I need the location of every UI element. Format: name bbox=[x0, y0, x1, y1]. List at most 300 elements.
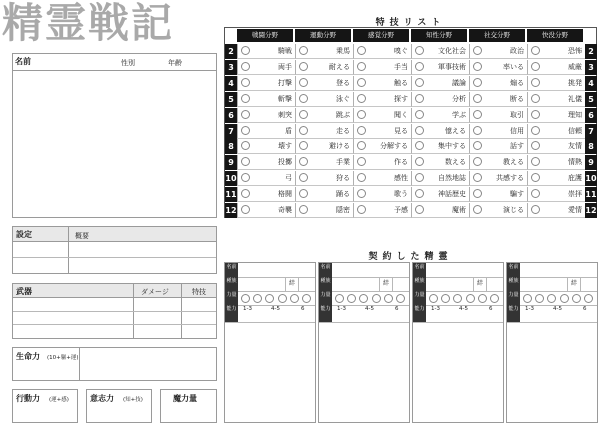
skill-name: 魔術 bbox=[452, 206, 466, 214]
spirit-name-row[interactable] bbox=[225, 263, 315, 278]
power-checkbox-icon[interactable] bbox=[560, 294, 569, 303]
skill-checkbox-icon[interactable] bbox=[531, 205, 540, 214]
skill-name: 作る bbox=[394, 158, 408, 167]
skill-checkbox-icon[interactable] bbox=[241, 110, 250, 119]
skill-cell[interactable] bbox=[527, 124, 585, 139]
skill-cell[interactable] bbox=[411, 44, 469, 59]
spirit-name-row[interactable] bbox=[507, 263, 597, 278]
skill-cell[interactable] bbox=[353, 124, 411, 139]
skill-cell[interactable] bbox=[353, 44, 411, 59]
skill-name: 演じる bbox=[503, 206, 524, 214]
spirit-ability-row[interactable] bbox=[507, 305, 597, 323]
skill-cell[interactable] bbox=[469, 155, 527, 170]
skill-cell[interactable] bbox=[527, 44, 585, 59]
skill-cell[interactable] bbox=[237, 60, 295, 75]
skill-cell[interactable] bbox=[469, 139, 527, 154]
skill-checkbox-icon[interactable] bbox=[241, 141, 250, 150]
scale-label: 1-3 bbox=[243, 306, 252, 312]
spirit-field-label: 種族 bbox=[507, 277, 520, 291]
skill-checkbox-icon[interactable] bbox=[473, 141, 482, 150]
row-number-right: 7 bbox=[585, 124, 597, 139]
skill-category-header bbox=[411, 28, 469, 43]
skill-name: 踊る bbox=[336, 190, 350, 199]
power-checkbox-icon[interactable] bbox=[241, 294, 250, 303]
skill-cell[interactable] bbox=[527, 60, 585, 75]
skill-checkbox-icon[interactable] bbox=[299, 110, 308, 119]
spirit-ability-row[interactable] bbox=[319, 305, 409, 323]
spirit-field-label: 力量 bbox=[413, 291, 426, 305]
spirit-notes-area[interactable] bbox=[413, 322, 503, 422]
skill-cell[interactable] bbox=[295, 92, 353, 107]
skill-name: 乗馬 bbox=[336, 47, 350, 55]
skill-cell[interactable] bbox=[353, 60, 411, 75]
skill-name: 取引 bbox=[510, 110, 524, 119]
spirit-race-row[interactable] bbox=[413, 277, 503, 292]
skill-name: 走る bbox=[336, 126, 350, 135]
skill-checkbox-icon[interactable] bbox=[357, 189, 366, 198]
spirit-race-row[interactable] bbox=[507, 277, 597, 292]
skill-name: 崇拝 bbox=[568, 190, 582, 199]
skill-checkbox-icon[interactable] bbox=[241, 173, 250, 182]
spirit-field-label: 名前 bbox=[225, 263, 238, 277]
mana-box[interactable] bbox=[160, 389, 217, 423]
row-number-right: 8 bbox=[585, 139, 597, 154]
skill-checkbox-icon[interactable] bbox=[299, 189, 308, 198]
skill-row bbox=[225, 60, 598, 75]
skill-cell[interactable] bbox=[469, 124, 527, 139]
settings-label: 設定 bbox=[16, 230, 32, 239]
skill-checkbox-icon[interactable] bbox=[241, 205, 250, 214]
skill-name: 分解する bbox=[380, 142, 408, 151]
row-number-left: 9 bbox=[225, 155, 237, 170]
spirit-field-label: 種族 bbox=[413, 277, 426, 291]
skill-cell[interactable] bbox=[295, 187, 353, 202]
power-checkbox-icon[interactable] bbox=[490, 294, 499, 303]
skill-name: 聞く bbox=[394, 110, 408, 119]
skill-checkbox-icon[interactable] bbox=[531, 141, 540, 150]
spirit-card bbox=[318, 262, 410, 423]
skill-checkbox-icon[interactable] bbox=[531, 189, 540, 198]
skill-checkbox-icon[interactable] bbox=[241, 126, 250, 135]
spirit-name-row[interactable] bbox=[319, 263, 409, 278]
skill-checkbox-icon[interactable] bbox=[415, 46, 424, 55]
skill-name: 情熱 bbox=[568, 158, 582, 167]
scale-label: 6 bbox=[489, 306, 493, 312]
skill-checkbox-icon[interactable] bbox=[531, 173, 540, 182]
skill-name: 議論 bbox=[452, 78, 466, 87]
spirit-power-row[interactable] bbox=[319, 291, 409, 306]
skill-checkbox-icon[interactable] bbox=[299, 78, 308, 87]
skill-name: 見る bbox=[394, 126, 408, 135]
skill-cell[interactable] bbox=[469, 44, 527, 59]
skill-cell[interactable] bbox=[353, 108, 411, 123]
skill-checkbox-icon[interactable] bbox=[357, 205, 366, 214]
spirit-power-row[interactable] bbox=[507, 291, 597, 306]
skill-category-label: 感覚分野 bbox=[353, 29, 409, 42]
action-box[interactable] bbox=[12, 389, 78, 423]
skill-row bbox=[225, 76, 598, 91]
skill-checkbox-icon[interactable] bbox=[415, 189, 424, 198]
skill-checkbox-icon[interactable] bbox=[473, 46, 482, 55]
skill-cell[interactable] bbox=[527, 108, 585, 123]
skill-checkbox-icon[interactable] bbox=[473, 62, 482, 71]
spirit-race-row[interactable] bbox=[319, 277, 409, 292]
skill-checkbox-icon[interactable] bbox=[415, 205, 424, 214]
skill-cell[interactable] bbox=[411, 187, 469, 202]
skill-checkbox-icon[interactable] bbox=[241, 94, 250, 103]
settings-row-2[interactable] bbox=[13, 258, 216, 273]
spirit-name-row[interactable] bbox=[413, 263, 503, 278]
character-notes-area[interactable] bbox=[13, 70, 216, 217]
skill-checkbox-icon[interactable] bbox=[299, 141, 308, 150]
spirit-race-row[interactable] bbox=[225, 277, 315, 292]
skill-checkbox-icon[interactable] bbox=[299, 94, 308, 103]
row-number-right: 10 bbox=[585, 171, 597, 186]
skill-cell[interactable] bbox=[295, 139, 353, 154]
spirit-field-label: 能力 bbox=[225, 305, 238, 322]
row-number-left: 11 bbox=[225, 187, 237, 202]
power-checkbox-icon[interactable] bbox=[396, 294, 405, 303]
skill-checkbox-icon[interactable] bbox=[299, 62, 308, 71]
skill-checkbox-icon[interactable] bbox=[415, 173, 424, 182]
spirit-ability-row[interactable] bbox=[225, 305, 315, 323]
power-checkbox-icon[interactable] bbox=[466, 294, 475, 303]
skill-name: 信頼 bbox=[568, 126, 582, 135]
skill-cell[interactable] bbox=[237, 171, 295, 186]
row-number-right: 2 bbox=[585, 44, 597, 59]
power-checkbox-icon[interactable] bbox=[253, 294, 262, 303]
skill-checkbox-icon[interactable] bbox=[415, 157, 424, 166]
power-checkbox-icon[interactable] bbox=[429, 294, 438, 303]
skill-checkbox-icon[interactable] bbox=[531, 78, 540, 87]
skill-checkbox-icon[interactable] bbox=[357, 157, 366, 166]
skill-checkbox-icon[interactable] bbox=[531, 46, 540, 55]
skill-checkbox-icon[interactable] bbox=[415, 94, 424, 103]
skill-cell[interactable] bbox=[295, 155, 353, 170]
skill-cell[interactable] bbox=[527, 139, 585, 154]
row-number-right: 12 bbox=[585, 203, 597, 218]
skill-cell[interactable] bbox=[527, 76, 585, 91]
scale-label: 6 bbox=[395, 306, 399, 312]
skill-cell[interactable] bbox=[469, 203, 527, 218]
skill-cell[interactable] bbox=[237, 139, 295, 154]
skill-checkbox-icon[interactable] bbox=[357, 110, 366, 119]
spirit-field-label: 種族 bbox=[319, 277, 332, 291]
spirit-field-label: 名前 bbox=[507, 263, 520, 277]
skill-checkbox-icon[interactable] bbox=[415, 126, 424, 135]
skill-checkbox-icon[interactable] bbox=[241, 78, 250, 87]
spirit-bond-label: 絆 bbox=[473, 277, 487, 291]
skill-category-header bbox=[469, 28, 527, 43]
name-label: 名前 bbox=[15, 57, 31, 66]
skill-cell[interactable] bbox=[411, 203, 469, 218]
spirit-field-label: 力量 bbox=[507, 291, 520, 305]
skill-checkbox-icon[interactable] bbox=[357, 62, 366, 71]
skill-category-label: 運動分野 bbox=[295, 29, 351, 42]
skill-name: 集中する bbox=[438, 142, 466, 151]
skill-cell[interactable] bbox=[469, 60, 527, 75]
skill-checkbox-icon[interactable] bbox=[473, 189, 482, 198]
skill-cell[interactable] bbox=[295, 203, 353, 218]
skill-cell[interactable] bbox=[469, 108, 527, 123]
skill-checkbox-icon[interactable] bbox=[531, 62, 540, 71]
skill-checkbox-icon[interactable] bbox=[531, 110, 540, 119]
row-number-right: 5 bbox=[585, 92, 597, 107]
power-checkbox-icon[interactable] bbox=[535, 294, 544, 303]
spirit-power-circles bbox=[241, 294, 311, 303]
row-number-right: 6 bbox=[585, 108, 597, 123]
skill-checkbox-icon[interactable] bbox=[531, 157, 540, 166]
settings-row-1[interactable] bbox=[13, 242, 216, 258]
skill-category-header bbox=[237, 28, 295, 43]
skill-cell[interactable] bbox=[469, 92, 527, 107]
skill-cell[interactable] bbox=[237, 187, 295, 202]
skill-name: 教える bbox=[503, 158, 524, 167]
skill-checkbox-icon[interactable] bbox=[531, 94, 540, 103]
spirit-power-circles bbox=[335, 294, 405, 303]
skill-name: 刺突 bbox=[278, 110, 292, 119]
skill-checkbox-icon[interactable] bbox=[415, 141, 424, 150]
scale-label: 4-5 bbox=[271, 306, 280, 312]
weapon-skill-label: 特技 bbox=[192, 288, 206, 296]
skill-cell[interactable] bbox=[469, 187, 527, 202]
skill-name: 投擲 bbox=[278, 158, 292, 167]
skill-checkbox-icon[interactable] bbox=[241, 157, 250, 166]
skill-name: 軍事技術 bbox=[438, 62, 466, 71]
skill-name: 憶える bbox=[445, 126, 466, 135]
power-checkbox-icon[interactable] bbox=[372, 294, 381, 303]
skill-checkbox-icon[interactable] bbox=[473, 110, 482, 119]
weapons-row-2[interactable] bbox=[13, 312, 216, 325]
skill-checkbox-icon[interactable] bbox=[415, 110, 424, 119]
skill-list-title: 特技リスト bbox=[375, 18, 446, 28]
app-logo: 精霊戦記 bbox=[2, 0, 174, 47]
power-checkbox-icon[interactable] bbox=[347, 294, 356, 303]
spirit-notes-area[interactable] bbox=[225, 322, 315, 422]
skill-name: 狩る bbox=[336, 174, 350, 183]
skill-name: 挑発 bbox=[568, 78, 582, 87]
skill-name: 耐える bbox=[329, 62, 350, 71]
row-number-right: 11 bbox=[585, 187, 597, 202]
skill-checkbox-icon[interactable] bbox=[473, 78, 482, 87]
skill-checkbox-icon[interactable] bbox=[415, 78, 424, 87]
skill-cell[interactable] bbox=[237, 203, 295, 218]
skill-category-label: 戦闘分野 bbox=[237, 29, 293, 42]
skill-name: 盾 bbox=[285, 126, 292, 135]
skill-name: 愛情 bbox=[568, 206, 582, 214]
skill-cell[interactable] bbox=[527, 187, 585, 202]
skill-cell[interactable] bbox=[469, 171, 527, 186]
skill-checkbox-icon[interactable] bbox=[357, 78, 366, 87]
skill-checkbox-icon[interactable] bbox=[415, 62, 424, 71]
skill-cell[interactable] bbox=[469, 76, 527, 91]
skill-cell[interactable] bbox=[411, 108, 469, 123]
skill-checkbox-icon[interactable] bbox=[473, 205, 482, 214]
skill-checkbox-icon[interactable] bbox=[299, 46, 308, 55]
skill-cell[interactable] bbox=[411, 171, 469, 186]
skill-cell[interactable] bbox=[295, 44, 353, 59]
skill-category-label: 知性分野 bbox=[411, 29, 467, 42]
spirit-field-label: 能力 bbox=[507, 305, 520, 322]
skill-cell[interactable] bbox=[295, 76, 353, 91]
skill-checkbox-icon[interactable] bbox=[299, 126, 308, 135]
spirit-card bbox=[506, 262, 598, 423]
skill-grid bbox=[224, 27, 597, 218]
will-formula: (知+技) bbox=[123, 397, 143, 403]
skill-cell[interactable] bbox=[353, 76, 411, 91]
skill-checkbox-icon[interactable] bbox=[473, 157, 482, 166]
skill-category-header bbox=[353, 28, 411, 43]
skill-checkbox-icon[interactable] bbox=[299, 157, 308, 166]
skill-cell[interactable] bbox=[353, 187, 411, 202]
skill-name: 分析 bbox=[452, 94, 466, 103]
skill-cell[interactable] bbox=[237, 108, 295, 123]
skill-cell[interactable] bbox=[411, 155, 469, 170]
skill-name: 数える bbox=[445, 158, 466, 167]
power-checkbox-icon[interactable] bbox=[359, 294, 368, 303]
skill-category-header bbox=[527, 28, 585, 43]
skill-checkbox-icon[interactable] bbox=[241, 62, 250, 71]
skill-cell[interactable] bbox=[353, 203, 411, 218]
spirit-power-circles bbox=[429, 294, 499, 303]
skill-cell[interactable] bbox=[411, 124, 469, 139]
skill-checkbox-icon[interactable] bbox=[357, 126, 366, 135]
skill-cell[interactable] bbox=[353, 139, 411, 154]
summary-label: 概要 bbox=[75, 232, 89, 240]
skill-cell[interactable] bbox=[295, 124, 353, 139]
hp-label: 生命力 bbox=[16, 352, 40, 361]
skill-cell[interactable] bbox=[411, 76, 469, 91]
skill-checkbox-icon[interactable] bbox=[357, 141, 366, 150]
power-checkbox-icon[interactable] bbox=[453, 294, 462, 303]
scale-label: 1-3 bbox=[337, 306, 346, 312]
scale-label: 4-5 bbox=[553, 306, 562, 312]
spirit-field-label: 種族 bbox=[225, 277, 238, 291]
spirits-title: 契約した精霊 bbox=[368, 252, 453, 262]
skill-cell[interactable] bbox=[295, 171, 353, 186]
spirit-notes-area[interactable] bbox=[507, 322, 597, 422]
skill-name: 断る bbox=[510, 94, 524, 103]
will-box[interactable] bbox=[86, 389, 152, 423]
weapons-row-3[interactable] bbox=[13, 325, 216, 338]
spirit-notes-area[interactable] bbox=[319, 322, 409, 422]
spirit-power-row[interactable] bbox=[413, 291, 503, 306]
skill-cell[interactable] bbox=[527, 203, 585, 218]
skill-name: 庇護 bbox=[568, 174, 582, 183]
skill-name: 率いる bbox=[503, 62, 524, 71]
row-number-left: 5 bbox=[225, 92, 237, 107]
row-number-right: 9 bbox=[585, 155, 597, 170]
skill-cell[interactable] bbox=[353, 92, 411, 107]
skill-checkbox-icon[interactable] bbox=[299, 205, 308, 214]
skill-cell[interactable] bbox=[411, 60, 469, 75]
skill-name: 嗅ぐ bbox=[394, 47, 408, 55]
row-number-left: 12 bbox=[225, 203, 237, 218]
power-checkbox-icon[interactable] bbox=[547, 294, 556, 303]
skill-checkbox-icon[interactable] bbox=[357, 173, 366, 182]
skill-cell[interactable] bbox=[411, 92, 469, 107]
skill-checkbox-icon[interactable] bbox=[357, 46, 366, 55]
skill-row bbox=[225, 108, 598, 123]
skill-cell[interactable] bbox=[237, 76, 295, 91]
skill-name: 探す bbox=[394, 94, 408, 103]
skill-checkbox-icon[interactable] bbox=[299, 173, 308, 182]
skill-checkbox-icon[interactable] bbox=[473, 126, 482, 135]
skill-name: 学ぶ bbox=[452, 110, 466, 119]
row-number-right: 4 bbox=[585, 76, 597, 91]
power-checkbox-icon[interactable] bbox=[302, 294, 311, 303]
skill-row bbox=[225, 171, 598, 186]
scale-label: 4-5 bbox=[459, 306, 468, 312]
spirit-ability-row[interactable] bbox=[413, 305, 503, 323]
skill-cell[interactable] bbox=[411, 139, 469, 154]
skill-checkbox-icon[interactable] bbox=[473, 94, 482, 103]
skill-cell[interactable] bbox=[527, 171, 585, 186]
skill-cell[interactable] bbox=[237, 44, 295, 59]
power-checkbox-icon[interactable] bbox=[290, 294, 299, 303]
power-checkbox-icon[interactable] bbox=[278, 294, 287, 303]
power-checkbox-icon[interactable] bbox=[335, 294, 344, 303]
power-checkbox-icon[interactable] bbox=[265, 294, 274, 303]
skill-cell[interactable] bbox=[237, 155, 295, 170]
power-checkbox-icon[interactable] bbox=[523, 294, 532, 303]
power-checkbox-icon[interactable] bbox=[384, 294, 393, 303]
skill-name: 騎戦 bbox=[278, 47, 292, 55]
skill-cell[interactable] bbox=[527, 155, 585, 170]
action-label: 行動力 bbox=[16, 394, 40, 403]
skill-cell[interactable] bbox=[353, 171, 411, 186]
weapons-row-1[interactable] bbox=[13, 298, 216, 312]
power-checkbox-icon[interactable] bbox=[478, 294, 487, 303]
skill-cell[interactable] bbox=[237, 92, 295, 107]
skill-checkbox-icon[interactable] bbox=[241, 189, 250, 198]
spirit-power-row[interactable] bbox=[225, 291, 315, 306]
skill-cell[interactable] bbox=[295, 60, 353, 75]
skill-row bbox=[225, 139, 598, 154]
skill-name: 文化社会 bbox=[438, 47, 466, 55]
spirit-field-label: 名前 bbox=[413, 263, 426, 277]
skill-name: 予感 bbox=[394, 206, 408, 214]
skill-category-header-row bbox=[225, 28, 598, 43]
skill-cell[interactable] bbox=[237, 124, 295, 139]
spirit-bond-label: 絆 bbox=[285, 277, 299, 291]
skill-checkbox-icon[interactable] bbox=[357, 94, 366, 103]
hp-box[interactable] bbox=[12, 347, 217, 381]
skill-name: 煽る bbox=[510, 78, 524, 87]
skill-cell[interactable] bbox=[527, 92, 585, 107]
skill-name: 格闘 bbox=[278, 190, 292, 199]
character-panel bbox=[12, 53, 217, 218]
skill-checkbox-icon[interactable] bbox=[473, 173, 482, 182]
row-number-left: 4 bbox=[225, 76, 237, 91]
hp-divider bbox=[79, 348, 80, 380]
weapons-table bbox=[12, 283, 217, 339]
power-checkbox-icon[interactable] bbox=[572, 294, 581, 303]
row-number-right: 3 bbox=[585, 60, 597, 75]
power-checkbox-icon[interactable] bbox=[441, 294, 450, 303]
weapons-label: 武器 bbox=[16, 287, 32, 296]
skill-cell[interactable] bbox=[295, 108, 353, 123]
skill-row bbox=[225, 44, 598, 59]
skill-checkbox-icon[interactable] bbox=[241, 46, 250, 55]
power-checkbox-icon[interactable] bbox=[584, 294, 593, 303]
skill-name: 理知 bbox=[568, 110, 582, 119]
hp-formula: (10+軀+運) bbox=[47, 355, 79, 361]
skill-cell[interactable] bbox=[353, 155, 411, 170]
skill-row bbox=[225, 187, 598, 202]
skill-checkbox-icon[interactable] bbox=[531, 126, 540, 135]
skill-name: 感性 bbox=[394, 174, 408, 183]
